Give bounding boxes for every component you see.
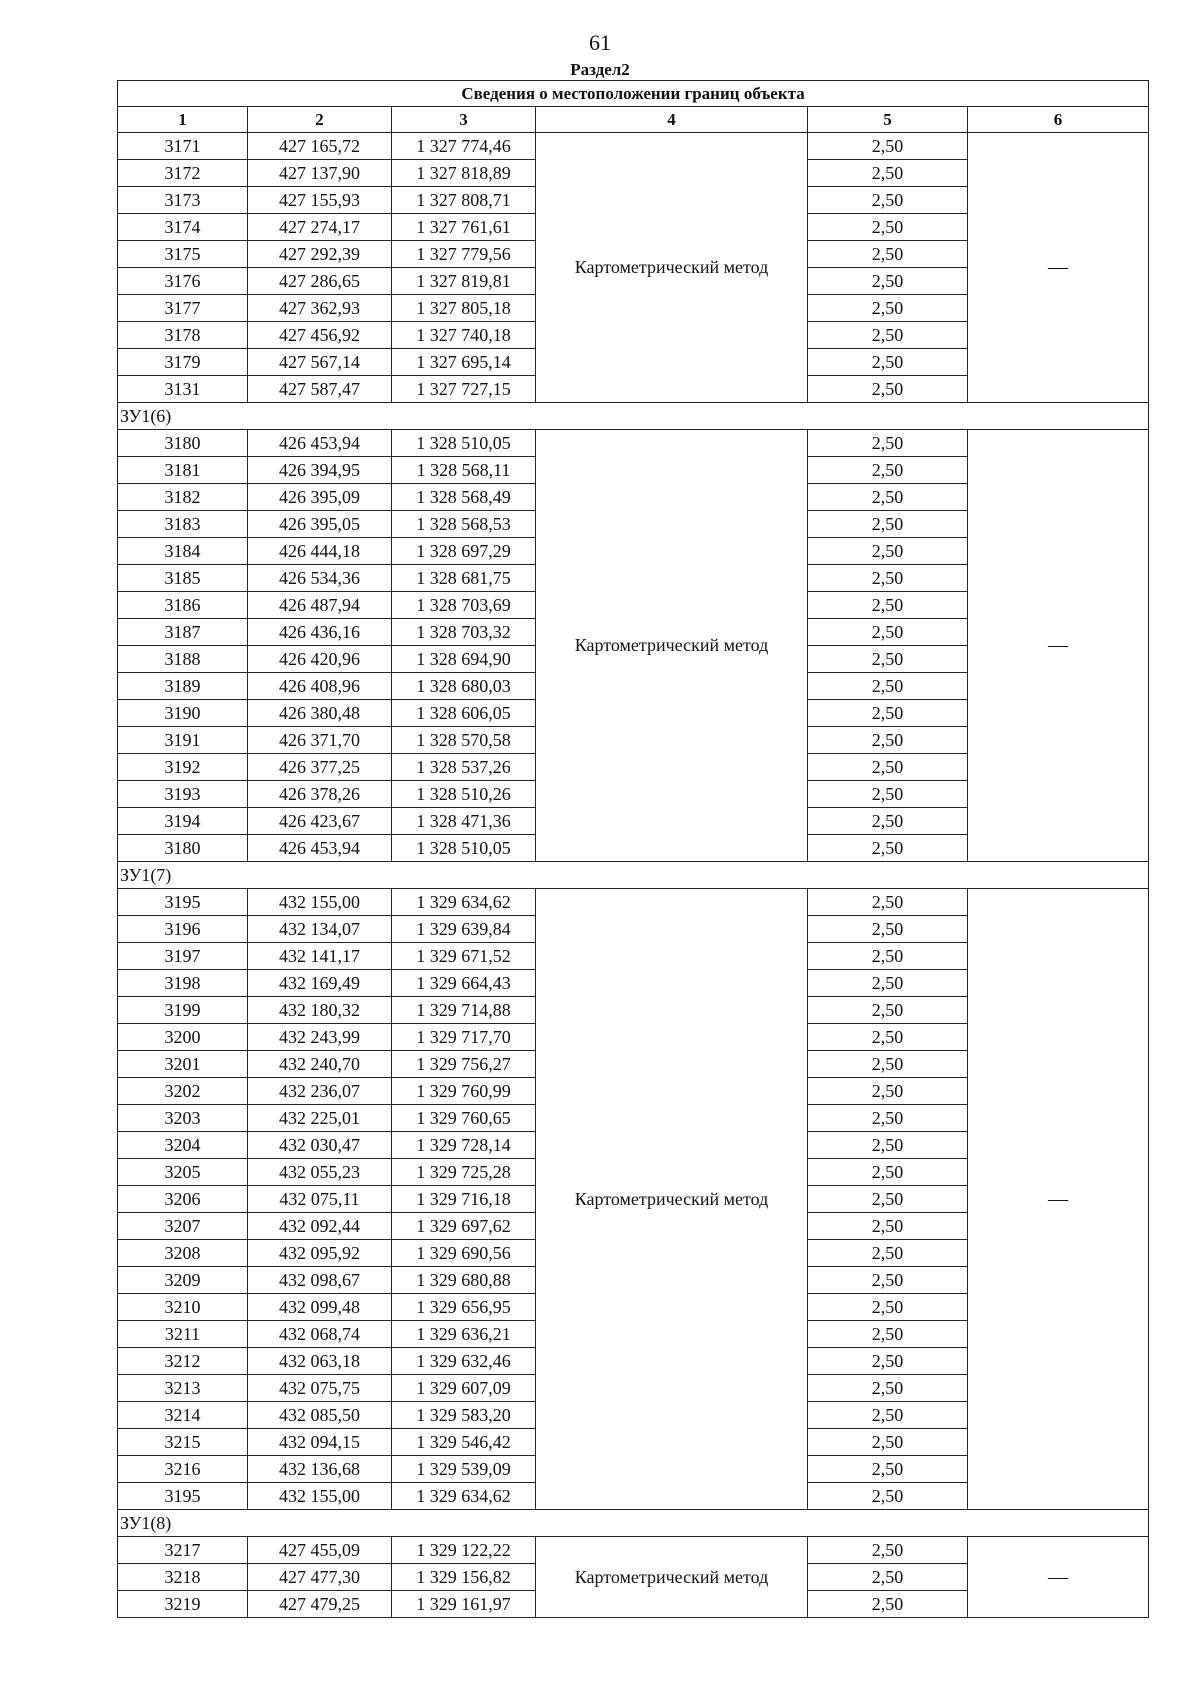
method-cell: Картометрический метод	[536, 133, 808, 403]
precision: 2,50	[808, 133, 968, 160]
point-number: 3180	[118, 430, 248, 457]
coord-x: 432 030,47	[248, 1132, 392, 1159]
precision: 2,50	[808, 322, 968, 349]
coord-x: 427 567,14	[248, 349, 392, 376]
precision: 2,50	[808, 1429, 968, 1456]
point-number: 3197	[118, 943, 248, 970]
coord-x: 426 395,05	[248, 511, 392, 538]
coord-y: 1 329 690,56	[392, 1240, 536, 1267]
coord-y: 1 327 818,89	[392, 160, 536, 187]
coord-x: 427 456,92	[248, 322, 392, 349]
point-number: 3183	[118, 511, 248, 538]
precision: 2,50	[808, 160, 968, 187]
coord-x: 426 487,94	[248, 592, 392, 619]
coord-y: 1 328 697,29	[392, 538, 536, 565]
column-header-2: 2	[248, 107, 392, 133]
method-cell: Картометрический метод	[536, 1537, 808, 1618]
precision: 2,50	[808, 1456, 968, 1483]
coord-x: 432 240,70	[248, 1051, 392, 1078]
precision: 2,50	[808, 673, 968, 700]
precision: 2,50	[808, 1321, 968, 1348]
coord-y: 1 329 756,27	[392, 1051, 536, 1078]
coord-x: 427 165,72	[248, 133, 392, 160]
coord-y: 1 329 671,52	[392, 943, 536, 970]
coord-y: 1 329 583,20	[392, 1402, 536, 1429]
method-cell: Картометрический метод	[536, 430, 808, 862]
coord-x: 426 534,36	[248, 565, 392, 592]
table-body	[118, 133, 1149, 1618]
coord-x: 432 085,50	[248, 1402, 392, 1429]
point-number: 3173	[118, 187, 248, 214]
point-number: 3209	[118, 1267, 248, 1294]
precision: 2,50	[808, 1051, 968, 1078]
precision: 2,50	[808, 1078, 968, 1105]
coord-y: 1 329 634,62	[392, 1483, 536, 1510]
coord-y: 1 329 728,14	[392, 1132, 536, 1159]
coord-y: 1 329 714,88	[392, 997, 536, 1024]
precision: 2,50	[808, 457, 968, 484]
precision: 2,50	[808, 1186, 968, 1213]
coord-x: 432 098,67	[248, 1267, 392, 1294]
coord-x: 426 436,16	[248, 619, 392, 646]
precision: 2,50	[808, 1132, 968, 1159]
point-number: 3210	[118, 1294, 248, 1321]
coord-x: 427 137,90	[248, 160, 392, 187]
coord-y: 1 327 727,15	[392, 376, 536, 403]
coord-y: 1 329 122,22	[392, 1537, 536, 1564]
column-header-3: 3	[392, 107, 536, 133]
coord-x: 427 274,17	[248, 214, 392, 241]
coord-x: 426 378,26	[248, 781, 392, 808]
coord-x: 432 169,49	[248, 970, 392, 997]
coord-x: 426 420,96	[248, 646, 392, 673]
precision: 2,50	[808, 295, 968, 322]
coord-y: 1 327 808,71	[392, 187, 536, 214]
coord-x: 432 236,07	[248, 1078, 392, 1105]
point-number: 3219	[118, 1591, 248, 1618]
precision: 2,50	[808, 700, 968, 727]
precision: 2,50	[808, 943, 968, 970]
coord-y: 1 329 539,09	[392, 1456, 536, 1483]
precision: 2,50	[808, 1213, 968, 1240]
point-number: 3202	[118, 1078, 248, 1105]
precision: 2,50	[808, 241, 968, 268]
precision: 2,50	[808, 646, 968, 673]
coord-y: 1 327 774,46	[392, 133, 536, 160]
point-number: 3201	[118, 1051, 248, 1078]
coord-y: 1 327 779,56	[392, 241, 536, 268]
page-number: 61	[589, 30, 611, 55]
precision: 2,50	[808, 1267, 968, 1294]
group-label-row	[118, 403, 1149, 430]
coord-x: 426 423,67	[248, 808, 392, 835]
point-number: 3217	[118, 1537, 248, 1564]
point-number: 3203	[118, 1105, 248, 1132]
coord-y: 1 329 697,62	[392, 1213, 536, 1240]
coord-x: 427 587,47	[248, 376, 392, 403]
coord-y: 1 328 537,26	[392, 754, 536, 781]
coord-x: 426 394,95	[248, 457, 392, 484]
point-number: 3195	[118, 1483, 248, 1510]
coord-y: 1 327 805,18	[392, 295, 536, 322]
coord-y: 1 328 510,26	[392, 781, 536, 808]
precision: 2,50	[808, 1537, 968, 1564]
coord-y: 1 329 725,28	[392, 1159, 536, 1186]
point-number: 3189	[118, 673, 248, 700]
coord-y: 1 329 546,42	[392, 1429, 536, 1456]
column-header-4: 4	[536, 107, 808, 133]
point-number: 3190	[118, 700, 248, 727]
description-cell: —	[968, 133, 1149, 403]
column-header-row	[118, 107, 1149, 133]
coord-y: 1 329 636,21	[392, 1321, 536, 1348]
coord-y: 1 329 607,09	[392, 1375, 536, 1402]
precision: 2,50	[808, 268, 968, 295]
precision: 2,50	[808, 592, 968, 619]
precision: 2,50	[808, 835, 968, 862]
precision: 2,50	[808, 970, 968, 997]
coord-y: 1 328 703,32	[392, 619, 536, 646]
point-number: 3171	[118, 133, 248, 160]
precision: 2,50	[808, 1402, 968, 1429]
point-number: 3205	[118, 1159, 248, 1186]
table-row	[118, 430, 1149, 457]
coord-y: 1 328 703,69	[392, 592, 536, 619]
coord-x: 432 134,07	[248, 916, 392, 943]
precision: 2,50	[808, 781, 968, 808]
precision: 2,50	[808, 376, 968, 403]
precision: 2,50	[808, 916, 968, 943]
group-label: ЗУ1(6)	[118, 403, 1149, 430]
coord-x: 426 380,48	[248, 700, 392, 727]
coord-y: 1 328 606,05	[392, 700, 536, 727]
precision: 2,50	[808, 349, 968, 376]
point-number: 3213	[118, 1375, 248, 1402]
coord-x: 432 136,68	[248, 1456, 392, 1483]
coord-y: 1 329 632,46	[392, 1348, 536, 1375]
coord-x: 432 180,32	[248, 997, 392, 1024]
point-number: 3218	[118, 1564, 248, 1591]
coord-x: 426 371,70	[248, 727, 392, 754]
coord-y: 1 329 664,43	[392, 970, 536, 997]
point-number: 3176	[118, 268, 248, 295]
coord-x: 432 099,48	[248, 1294, 392, 1321]
precision: 2,50	[808, 1024, 968, 1051]
point-number: 3211	[118, 1321, 248, 1348]
coord-x: 432 068,74	[248, 1321, 392, 1348]
coord-y: 1 329 156,82	[392, 1564, 536, 1591]
point-number: 3187	[118, 619, 248, 646]
coord-x: 432 075,75	[248, 1375, 392, 1402]
point-number: 3216	[118, 1456, 248, 1483]
coord-y: 1 329 717,70	[392, 1024, 536, 1051]
point-number: 3208	[118, 1240, 248, 1267]
coord-y: 1 329 760,99	[392, 1078, 536, 1105]
coord-y: 1 328 681,75	[392, 565, 536, 592]
coord-y: 1 327 740,18	[392, 322, 536, 349]
coord-x: 427 292,39	[248, 241, 392, 268]
description-cell: —	[968, 1537, 1149, 1618]
point-number: 3212	[118, 1348, 248, 1375]
point-number: 3192	[118, 754, 248, 781]
coord-x: 432 141,17	[248, 943, 392, 970]
coord-x: 432 243,99	[248, 1024, 392, 1051]
precision: 2,50	[808, 1483, 968, 1510]
coord-x: 432 055,23	[248, 1159, 392, 1186]
coord-x: 432 092,44	[248, 1213, 392, 1240]
point-number: 3172	[118, 160, 248, 187]
precision: 2,50	[808, 1564, 968, 1591]
point-number: 3185	[118, 565, 248, 592]
coord-y: 1 329 656,95	[392, 1294, 536, 1321]
point-number: 3206	[118, 1186, 248, 1213]
description-cell: —	[968, 889, 1149, 1510]
table-row	[118, 889, 1149, 916]
point-number: 3186	[118, 592, 248, 619]
point-number: 3198	[118, 970, 248, 997]
precision: 2,50	[808, 484, 968, 511]
precision: 2,50	[808, 538, 968, 565]
precision: 2,50	[808, 1105, 968, 1132]
precision: 2,50	[808, 1348, 968, 1375]
precision: 2,50	[808, 619, 968, 646]
coord-x: 426 377,25	[248, 754, 392, 781]
coord-x: 427 479,25	[248, 1591, 392, 1618]
precision: 2,50	[808, 997, 968, 1024]
precision: 2,50	[808, 214, 968, 241]
coord-y: 1 328 510,05	[392, 430, 536, 457]
table-row	[118, 1537, 1149, 1564]
coord-x: 432 063,18	[248, 1348, 392, 1375]
table-row	[118, 133, 1149, 160]
group-label-row	[118, 862, 1149, 889]
precision: 2,50	[808, 727, 968, 754]
group-label-row	[118, 1510, 1149, 1537]
point-number: 3181	[118, 457, 248, 484]
point-number: 3178	[118, 322, 248, 349]
coord-x: 426 408,96	[248, 673, 392, 700]
coord-y: 1 328 568,49	[392, 484, 536, 511]
precision: 2,50	[808, 1294, 968, 1321]
precision: 2,50	[808, 1591, 968, 1618]
point-number: 3194	[118, 808, 248, 835]
precision: 2,50	[808, 1375, 968, 1402]
coord-y: 1 328 570,58	[392, 727, 536, 754]
coord-y: 1 328 510,05	[392, 835, 536, 862]
table-title: Сведения о местоположении границ объекта	[118, 81, 1149, 107]
coord-x: 426 453,94	[248, 835, 392, 862]
point-number: 3214	[118, 1402, 248, 1429]
coord-x: 427 477,30	[248, 1564, 392, 1591]
column-header-5: 5	[808, 107, 968, 133]
boundary-table	[117, 80, 1149, 1618]
point-number: 3200	[118, 1024, 248, 1051]
coord-x: 427 155,93	[248, 187, 392, 214]
point-number: 3207	[118, 1213, 248, 1240]
description-cell: —	[968, 430, 1149, 862]
coord-y: 1 327 761,61	[392, 214, 536, 241]
coord-x: 426 453,94	[248, 430, 392, 457]
group-label: ЗУ1(8)	[118, 1510, 1149, 1537]
coord-y: 1 327 819,81	[392, 268, 536, 295]
point-number: 3180	[118, 835, 248, 862]
point-number: 3131	[118, 376, 248, 403]
point-number: 3193	[118, 781, 248, 808]
coord-x: 432 155,00	[248, 889, 392, 916]
coord-y: 1 329 161,97	[392, 1591, 536, 1618]
coord-y: 1 329 760,65	[392, 1105, 536, 1132]
precision: 2,50	[808, 889, 968, 916]
method-cell: Картометрический метод	[536, 889, 808, 1510]
coord-x: 432 094,15	[248, 1429, 392, 1456]
point-number: 3191	[118, 727, 248, 754]
point-number: 3184	[118, 538, 248, 565]
coord-y: 1 328 568,53	[392, 511, 536, 538]
coord-x: 427 455,09	[248, 1537, 392, 1564]
coord-x: 432 155,00	[248, 1483, 392, 1510]
coord-x: 432 095,92	[248, 1240, 392, 1267]
point-number: 3199	[118, 997, 248, 1024]
coord-x: 427 286,65	[248, 268, 392, 295]
point-number: 3182	[118, 484, 248, 511]
coord-y: 1 328 568,11	[392, 457, 536, 484]
coord-y: 1 329 639,84	[392, 916, 536, 943]
point-number: 3174	[118, 214, 248, 241]
point-number: 3175	[118, 241, 248, 268]
precision: 2,50	[808, 187, 968, 214]
point-number: 3188	[118, 646, 248, 673]
precision: 2,50	[808, 430, 968, 457]
coord-x: 432 075,11	[248, 1186, 392, 1213]
point-number: 3195	[118, 889, 248, 916]
coord-x: 432 225,01	[248, 1105, 392, 1132]
point-number: 3204	[118, 1132, 248, 1159]
section-title: Раздел2	[570, 60, 630, 79]
coord-x: 427 362,93	[248, 295, 392, 322]
precision: 2,50	[808, 511, 968, 538]
point-number: 3215	[118, 1429, 248, 1456]
column-header-1: 1	[118, 107, 248, 133]
coord-y: 1 329 680,88	[392, 1267, 536, 1294]
coord-x: 426 444,18	[248, 538, 392, 565]
group-label: ЗУ1(7)	[118, 862, 1149, 889]
coord-y: 1 329 634,62	[392, 889, 536, 916]
precision: 2,50	[808, 808, 968, 835]
point-number: 3177	[118, 295, 248, 322]
coord-y: 1 327 695,14	[392, 349, 536, 376]
coord-y: 1 328 694,90	[392, 646, 536, 673]
coord-y: 1 328 471,36	[392, 808, 536, 835]
coord-x: 426 395,09	[248, 484, 392, 511]
column-header-6: 6	[968, 107, 1149, 133]
precision: 2,50	[808, 1159, 968, 1186]
point-number: 3179	[118, 349, 248, 376]
precision: 2,50	[808, 1240, 968, 1267]
coord-y: 1 329 716,18	[392, 1186, 536, 1213]
precision: 2,50	[808, 754, 968, 781]
coord-y: 1 328 680,03	[392, 673, 536, 700]
point-number: 3196	[118, 916, 248, 943]
precision: 2,50	[808, 565, 968, 592]
